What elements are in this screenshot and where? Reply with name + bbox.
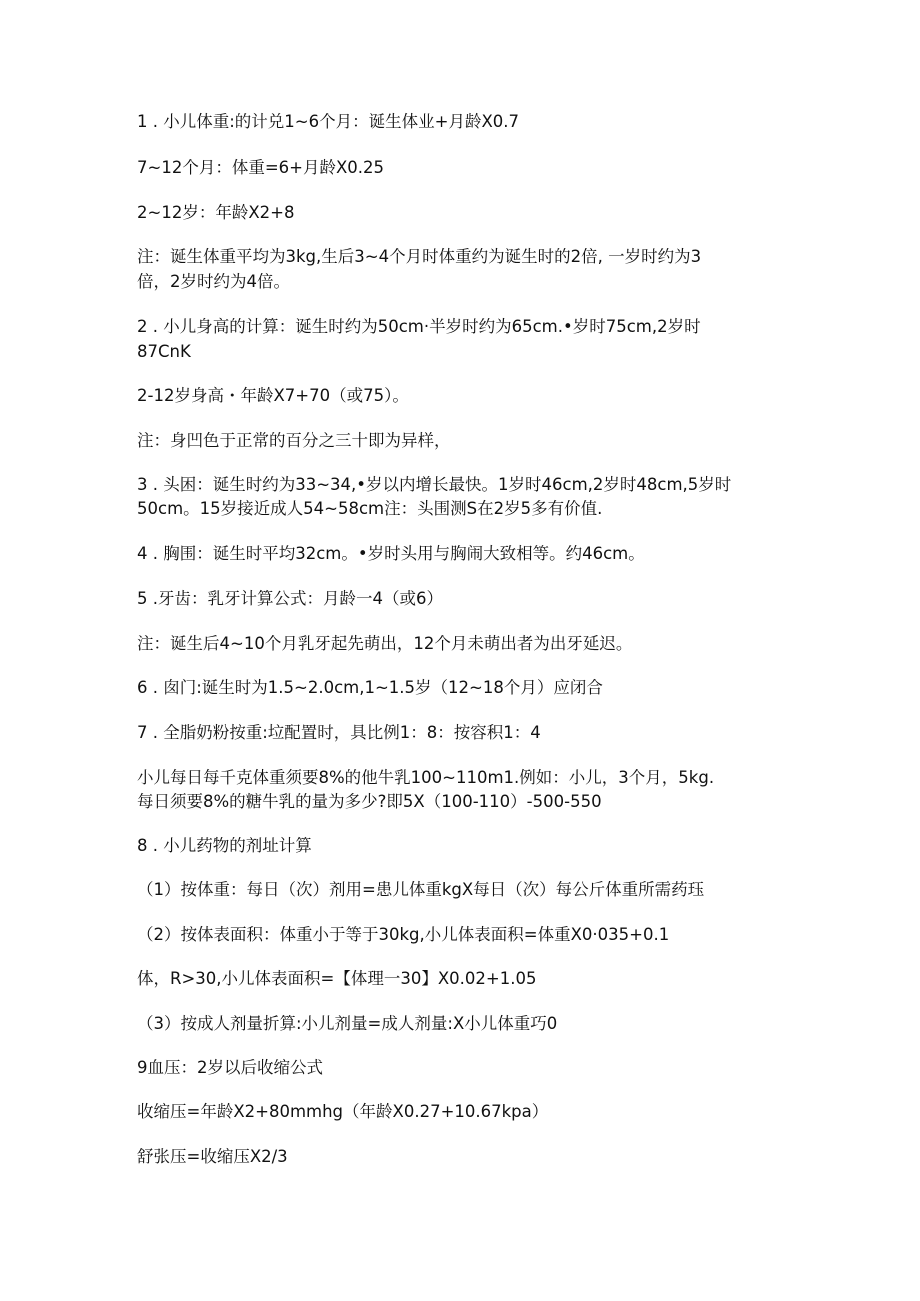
body-surface-area-over-30: 体，R>30,小儿体表面积=【体理一30】X0.02+1.05 xyxy=(137,969,537,988)
height-section-line-2: 87CnK xyxy=(137,342,191,361)
height-section-line-1: 2 . 小儿身高的计算：诞生时约为50cm·半岁时约为65cm.•岁时75cm,2岁时 xyxy=(137,317,701,336)
fontanel-section: 6 . 囱门:诞生时为1.5~2.0cm,1~1.5岁（12~18个月）应闭合 xyxy=(137,678,603,697)
dose-by-adult-dose: （3）按成人剂量折算:小儿剂量=成人剂量:X小儿体重巧0 xyxy=(137,1014,558,1033)
teeth-note: 注：诞生后4~10个月乳牙起先萌出，12个月未萌出者为出牙延迟。 xyxy=(137,634,633,653)
milk-powder-section: 7 . 全脂奶粉按重:垃配置时，具比例1：8：按容积1：4 xyxy=(137,723,541,742)
dose-by-weight: （1）按体重：每日（次）剂用=患儿体重kgX每日（次）每公斤体重所需药珏 xyxy=(137,880,705,899)
weight-formula-2-12-years: 2~12岁：年龄X2+8 xyxy=(137,203,295,222)
height-note: 注：身凹色于正常的百分之三十即为异样， xyxy=(137,431,451,450)
blood-pressure-section-heading: 9血压：2岁以后收缩公式 xyxy=(137,1058,323,1077)
height-formula: 2-12岁身高・年龄X7+70（或75）。 xyxy=(137,386,409,405)
milk-requirement-line-2: 每日须要8%的糖牛乳的量为多少?即5X（100-110）-500-550 xyxy=(137,792,602,811)
weight-note-line-1: 注：诞生体重平均为3kg,生后3~4个月时体重约为诞生时的2倍, 一岁时约为3 xyxy=(137,247,702,266)
head-circumference-line-1: 3 . 头困：诞生时约为33~34,•岁以内增长最快。1岁时46cm,2岁时48cm,5岁时 xyxy=(137,475,732,494)
diastolic-pressure-formula: 舒张压=收缩压X2/3 xyxy=(137,1147,288,1166)
chest-circumference-section: 4 . 胸围：诞生时平均32cm。•岁时头用与胸闹大致相等。约46cm。 xyxy=(137,544,645,563)
weight-section-heading: 1 . 小儿体重:的计兑1~6个月：诞生体业+月龄X0.7 xyxy=(137,112,519,131)
weight-formula-7-12-months: 7~12个月：体重=6+月龄X0.25 xyxy=(137,158,385,177)
dose-by-body-surface-area: （2）按体表面积：体重小于等于30kg,小儿体表面积=体重X0·035+0.1 xyxy=(137,925,670,944)
head-circumference-line-2: 50cm。15岁接近成人54~58cm注：头围测S在2岁5多有价值. xyxy=(137,499,603,518)
drug-dose-section-heading: 8 . 小儿药物的剂址计算 xyxy=(137,836,312,855)
teeth-section: 5 .牙齿：乳牙计算公式：月龄一4（或6） xyxy=(137,589,443,608)
systolic-pressure-formula: 收缩压=年龄X2+80mmhg（年龄X0.27+10.67kpa） xyxy=(137,1102,549,1121)
milk-requirement-line-1: 小儿每日每千克体重须要8%的他牛乳100~110m1.例如：小儿，3个月，5kg. xyxy=(137,768,715,787)
weight-note-line-2: 倍，2岁时约为4倍。 xyxy=(137,272,290,291)
